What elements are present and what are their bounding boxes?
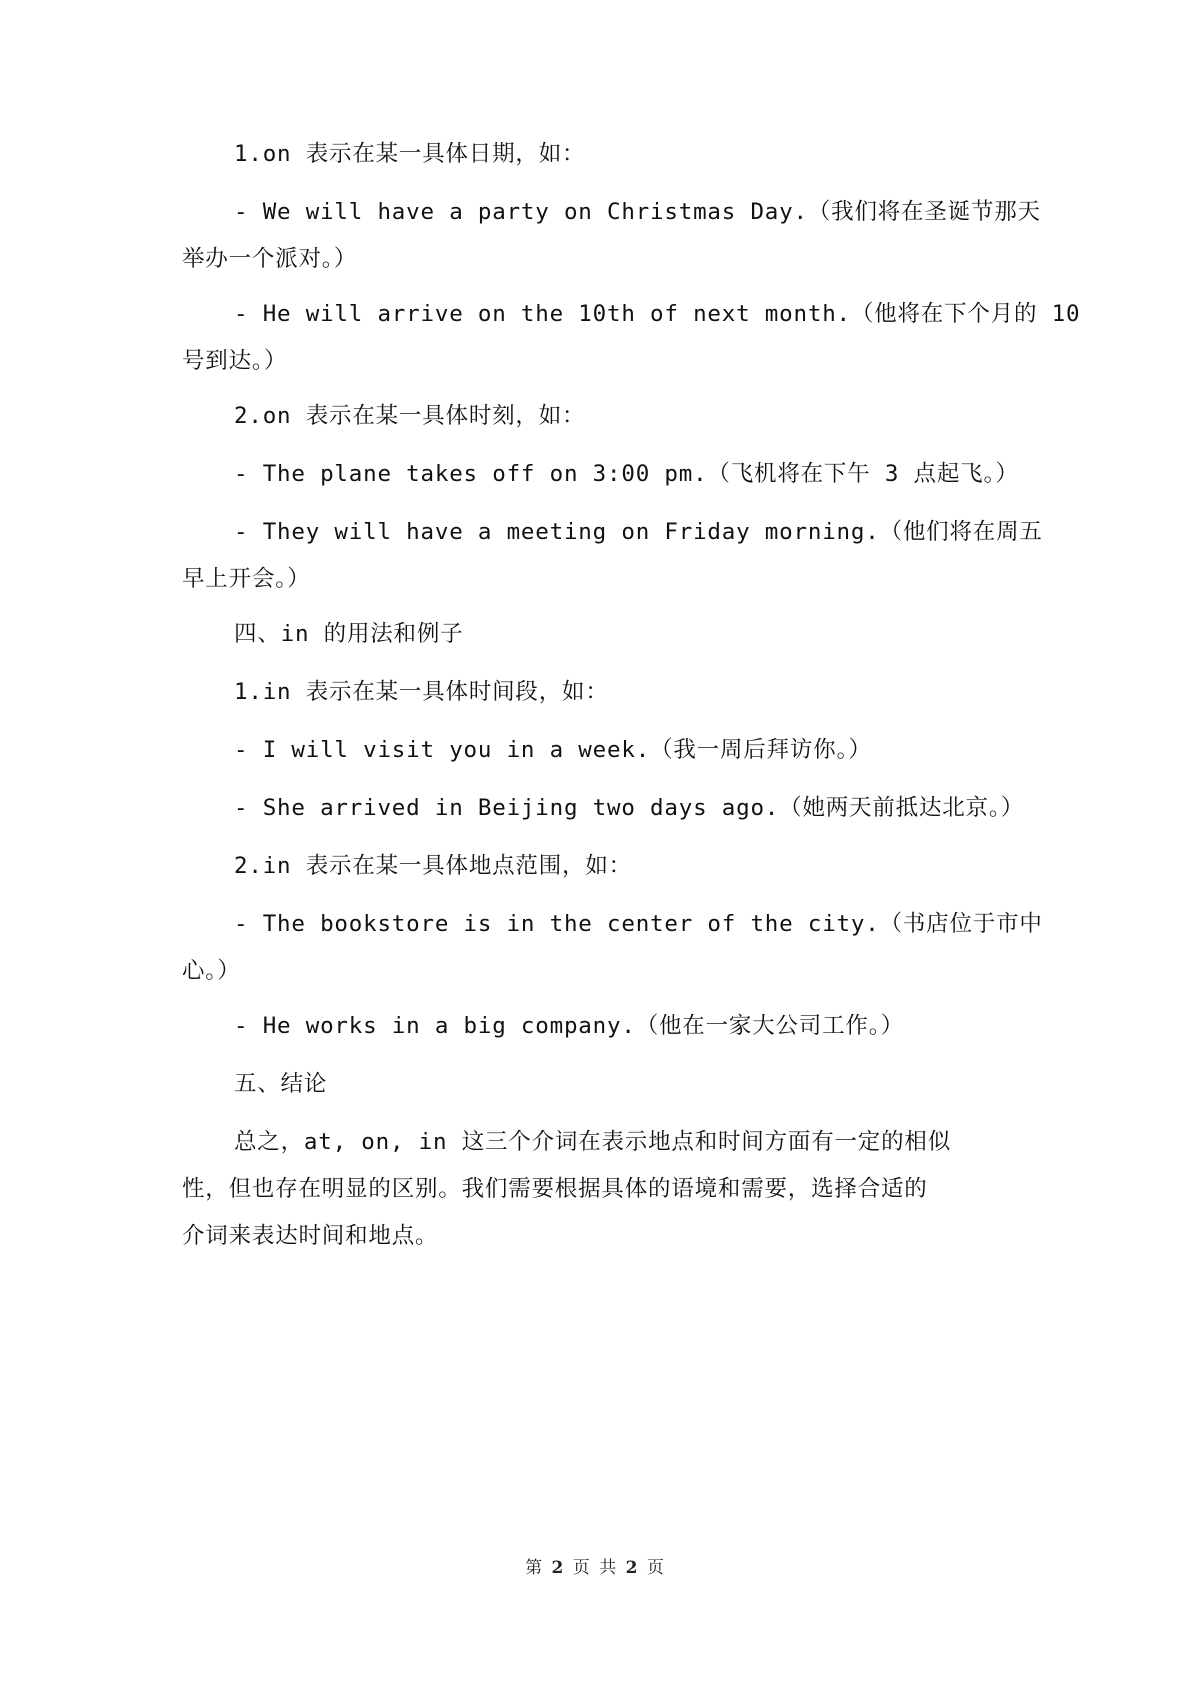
text-line: 1.on 表示在某一具体日期，如： <box>234 141 586 167</box>
paragraph-example-bookstore <box>182 901 1043 995</box>
text-line: 1.in 表示在某一具体时间段，如： <box>234 679 609 705</box>
text-line: - He works in a big company.（他在一家大公司工作。） <box>234 1013 905 1039</box>
text-line: - We will have a party on Christmas Day.（我们将在圣诞节那天 <box>234 199 1041 225</box>
paragraph-example-company <box>182 1003 1012 1050</box>
paragraph-conclusion <box>182 1119 1012 1260</box>
paragraph-in-place-heading <box>182 843 1012 890</box>
footer-suffix: 页 <box>646 1558 666 1578</box>
page-footer <box>0 1553 1191 1578</box>
text-line: 四、in 的用法和例子 <box>234 621 464 647</box>
footer-middle: 页 共 <box>572 1558 619 1578</box>
section-heading-in <box>182 611 1012 658</box>
text-line: 2.on 表示在某一具体时刻，如： <box>234 403 586 429</box>
text-line: 早上开会。） <box>182 566 311 592</box>
paragraph-on-date-heading <box>182 131 1012 178</box>
paragraph-example-meeting <box>182 509 1043 603</box>
text-line: 五、结论 <box>234 1071 328 1097</box>
text-line: - The plane takes off on 3:00 pm.（飞机将在下午 3 点起飞。） <box>234 461 1019 487</box>
paragraph-on-time-heading <box>182 393 1012 440</box>
text-line: - He will arrive on the 10th of next month.（他将在下个月的 10 <box>234 301 1081 327</box>
text-line: - They will have a meeting on Friday morning.（他们将在周五 <box>234 519 1043 545</box>
footer-current-page: 2 <box>551 1558 566 1578</box>
text-line: 号到达。） <box>182 348 288 374</box>
text-line: 总之，at, on, in 这三个介词在表示地点和时间方面有一定的相似 <box>234 1129 952 1155</box>
section-heading-conclusion <box>182 1061 1012 1108</box>
text-line: - The bookstore is in the center of the city.（书店位于市中 <box>234 911 1043 937</box>
text-line: 性，但也存在明显的区别。我们需要根据具体的语境和需要，选择合适的 <box>182 1176 928 1202</box>
paragraph-example-arrive <box>182 291 1081 385</box>
footer-prefix: 第 <box>525 1558 545 1578</box>
paragraph-in-period-heading <box>182 669 1012 716</box>
footer-total-pages: 2 <box>625 1558 640 1578</box>
text-line: 举办一个派对。） <box>182 246 358 272</box>
text-line: - I will visit you in a week.（我一周后拜访你。） <box>234 737 872 763</box>
paragraph-example-visit <box>182 727 1012 774</box>
text-line: 介词来表达时间和地点。 <box>182 1223 439 1249</box>
paragraph-example-christmas <box>182 189 1041 283</box>
text-line: 2.in 表示在某一具体地点范围，如： <box>234 853 632 879</box>
text-line: 心。） <box>182 958 241 984</box>
paragraph-example-plane <box>182 451 1019 498</box>
text-line: - She arrived in Beijing two days ago.（她两天前抵达北京。） <box>234 795 1025 821</box>
paragraph-example-beijing <box>182 785 1025 832</box>
